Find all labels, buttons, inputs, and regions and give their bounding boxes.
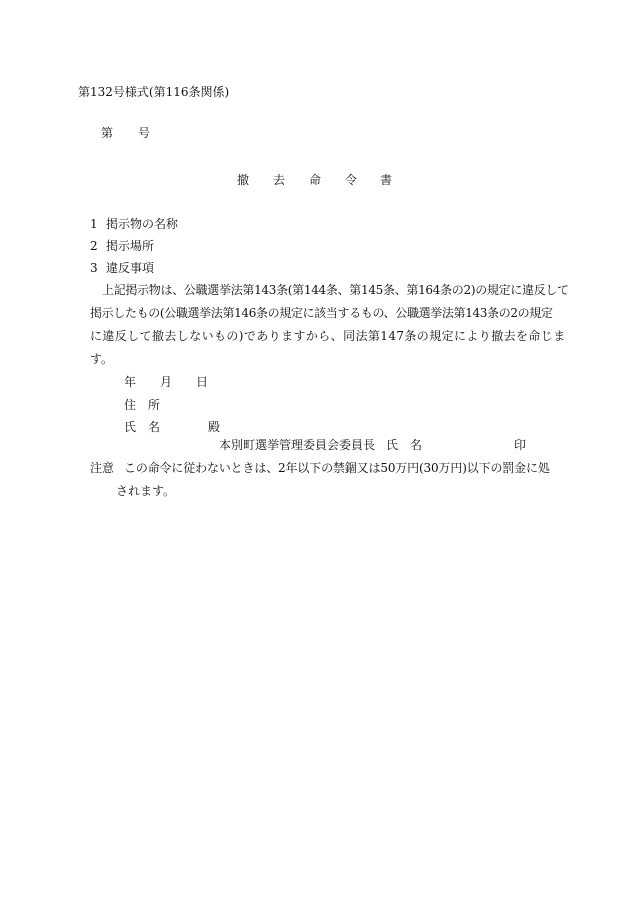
recipient-name-char-2: 名 [148, 420, 161, 434]
issuer-title: 本別町選挙管理委員会委員長 [219, 438, 376, 452]
item-label-3: 違反事項 [106, 261, 155, 275]
recipient-name-char-1: 氏 [124, 420, 137, 434]
body-line-1: 上記掲示物は、公職選挙法第143条(第144条、第145条、第164条の2)の規定に違反して [102, 283, 569, 297]
document-title-char-5: 書 [380, 173, 393, 187]
item-label-2: 掲示場所 [106, 239, 155, 253]
document-title-char-1: 撤 [237, 173, 250, 187]
seal-mark: 印 [514, 438, 527, 452]
body-line-2: 掲示したもの(公職選挙法第146条の規定に該当するもの、公職選挙法第143条の2の規定 [90, 306, 553, 320]
issuer-name-char-1: 氏 [386, 438, 399, 452]
form-label: 第132号様式(第116条関係) [78, 85, 230, 99]
date-month: 月 [160, 375, 173, 389]
address-label-char-2: 所 [148, 398, 161, 412]
body-line-4: す。 [90, 352, 114, 366]
document-title-char-4: 令 [345, 173, 358, 187]
note-line-1: この命令に従わないときは、2年以下の禁錮又は50万円(30万円)以下の罰金に処 [124, 461, 550, 475]
note-line-2: されます。 [116, 484, 176, 498]
issuer-name-char-2: 名 [410, 438, 423, 452]
item-number-2: 2 [90, 239, 98, 253]
body-line-3: に違反して撤去しないもの)でありますから、同法第147条の規定により撤去を命じま [90, 329, 566, 343]
item-label-1: 掲示物の名称 [106, 217, 179, 231]
note-label: 注意 [90, 461, 115, 475]
document-number-dai: 第 [101, 126, 114, 140]
item-number-1: 1 [90, 217, 98, 231]
document-number-go: 号 [138, 126, 151, 140]
document-title-char-2: 去 [273, 173, 286, 187]
recipient-honorific: 殿 [208, 420, 221, 434]
address-label-char-1: 住 [124, 398, 137, 412]
date-year: 年 [124, 375, 137, 389]
item-number-3: 3 [90, 261, 98, 275]
date-day: 日 [196, 375, 209, 389]
document-title-char-3: 命 [309, 173, 322, 187]
